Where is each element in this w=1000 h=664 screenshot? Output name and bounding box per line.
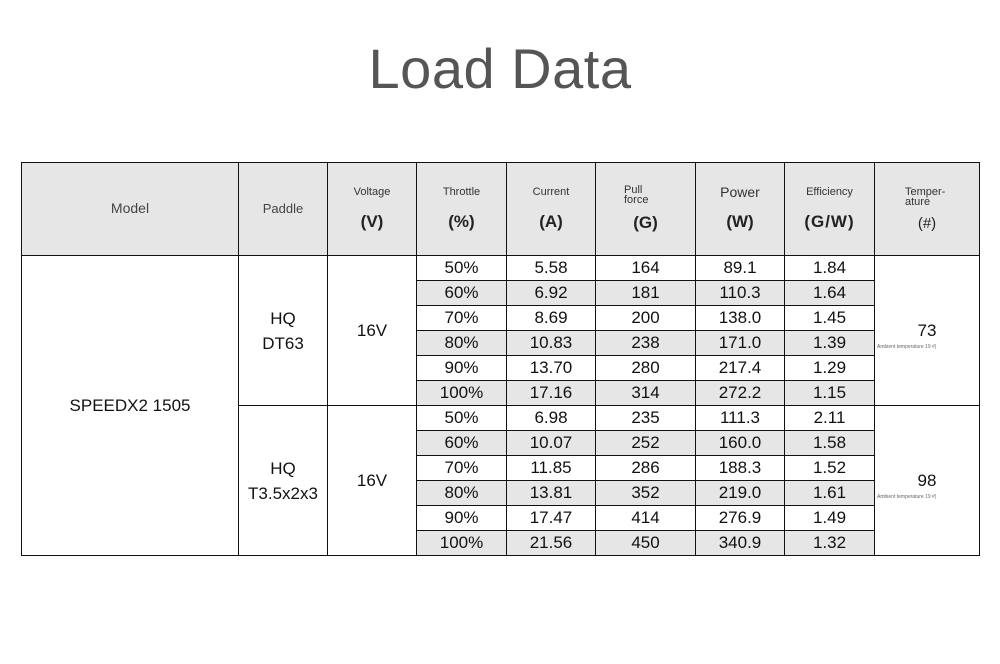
power-cell: 276.9 — [696, 506, 785, 531]
power-cell: 219.0 — [696, 481, 785, 506]
pull-force-cell: 414 — [596, 506, 696, 531]
pull-force-cell: 181 — [596, 281, 696, 306]
page-title: Load Data — [368, 37, 632, 100]
temperature-value: 98 — [917, 470, 937, 490]
current-cell: 10.07 — [507, 431, 596, 456]
throttle-cell: 70% — [417, 456, 507, 481]
efficiency-cell: 1.15 — [785, 381, 875, 406]
pull-force-cell: 238 — [596, 331, 696, 356]
pull-force-cell: 200 — [596, 306, 696, 331]
header-power: Power (W) — [696, 163, 785, 256]
header-paddle: Paddle — [239, 163, 328, 256]
paddle-cell — [239, 256, 328, 406]
current-cell: 6.92 — [507, 281, 596, 306]
header-throttle: Throttle (%) — [417, 163, 507, 256]
temperature-value: 73 — [917, 320, 937, 340]
throttle-cell: 90% — [417, 506, 507, 531]
current-cell: 17.16 — [507, 381, 596, 406]
power-cell: 110.3 — [696, 281, 785, 306]
power-cell: 89.1 — [696, 256, 785, 281]
efficiency-cell: 1.84 — [785, 256, 875, 281]
efficiency-cell: 1.64 — [785, 281, 875, 306]
throttle-cell: 80% — [417, 331, 507, 356]
throttle-cell: 60% — [417, 431, 507, 456]
load-data-table — [21, 162, 980, 556]
current-cell: 13.81 — [507, 481, 596, 506]
current-cell: 10.83 — [507, 331, 596, 356]
power-cell: 138.0 — [696, 306, 785, 331]
paddle-line2: T3.5x2x3 — [248, 483, 318, 503]
throttle-cell: 70% — [417, 306, 507, 331]
current-cell: 11.85 — [507, 456, 596, 481]
header-voltage: Voltage (V) — [328, 163, 417, 256]
current-cell: 5.58 — [507, 256, 596, 281]
pull-force-cell: 314 — [596, 381, 696, 406]
ambient-temperature-note: Ambient temperature 19 #) — [877, 344, 937, 350]
current-cell: 17.47 — [507, 506, 596, 531]
throttle-cell: 50% — [417, 406, 507, 431]
paddle-line1: HQ — [270, 308, 296, 328]
power-cell: 217.4 — [696, 356, 785, 381]
throttle-cell: 90% — [417, 356, 507, 381]
temperature-cell — [875, 406, 980, 556]
throttle-cell: 50% — [417, 256, 507, 281]
efficiency-cell: 1.61 — [785, 481, 875, 506]
power-cell: 171.0 — [696, 331, 785, 356]
power-cell: 340.9 — [696, 531, 785, 556]
header-model: Model — [22, 163, 239, 256]
ambient-temperature-note: Ambient temperature 19 #) — [877, 494, 937, 500]
pull-force-cell: 280 — [596, 356, 696, 381]
current-cell: 6.98 — [507, 406, 596, 431]
temperature-cell — [875, 256, 980, 406]
voltage-cell: 16V — [328, 256, 417, 406]
pull-force-cell: 450 — [596, 531, 696, 556]
paddle-cell — [239, 406, 328, 556]
efficiency-cell: 2.11 — [785, 406, 875, 431]
header-current: Current (A) — [507, 163, 596, 256]
table-row — [22, 256, 980, 281]
header-efficiency: Efficiency (G/W) — [785, 163, 875, 256]
throttle-cell: 60% — [417, 281, 507, 306]
power-cell: 188.3 — [696, 456, 785, 481]
pull-force-cell: 252 — [596, 431, 696, 456]
model-cell: SPEEDX2 1505 — [22, 256, 239, 556]
current-cell: 21.56 — [507, 531, 596, 556]
paddle-line1: HQ — [270, 458, 296, 478]
pull-force-cell: 352 — [596, 481, 696, 506]
power-cell: 160.0 — [696, 431, 785, 456]
pull-force-cell: 235 — [596, 406, 696, 431]
throttle-cell: 100% — [417, 381, 507, 406]
header-temperature: Temper- ature (#) — [875, 163, 980, 256]
efficiency-cell: 1.45 — [785, 306, 875, 331]
efficiency-cell: 1.32 — [785, 531, 875, 556]
voltage-cell: 16V — [328, 406, 417, 556]
current-cell: 13.70 — [507, 356, 596, 381]
throttle-cell: 100% — [417, 531, 507, 556]
power-cell: 272.2 — [696, 381, 785, 406]
efficiency-cell: 1.49 — [785, 506, 875, 531]
current-cell: 8.69 — [507, 306, 596, 331]
efficiency-cell: 1.29 — [785, 356, 875, 381]
efficiency-cell: 1.39 — [785, 331, 875, 356]
header-row — [22, 163, 980, 256]
throttle-cell: 80% — [417, 481, 507, 506]
power-cell: 111.3 — [696, 406, 785, 431]
pull-force-cell: 286 — [596, 456, 696, 481]
pull-force-cell: 164 — [596, 256, 696, 281]
header-pull-force: Pull force (G) — [596, 163, 696, 256]
efficiency-cell: 1.58 — [785, 431, 875, 456]
efficiency-cell: 1.52 — [785, 456, 875, 481]
paddle-line2: DT63 — [262, 333, 304, 353]
